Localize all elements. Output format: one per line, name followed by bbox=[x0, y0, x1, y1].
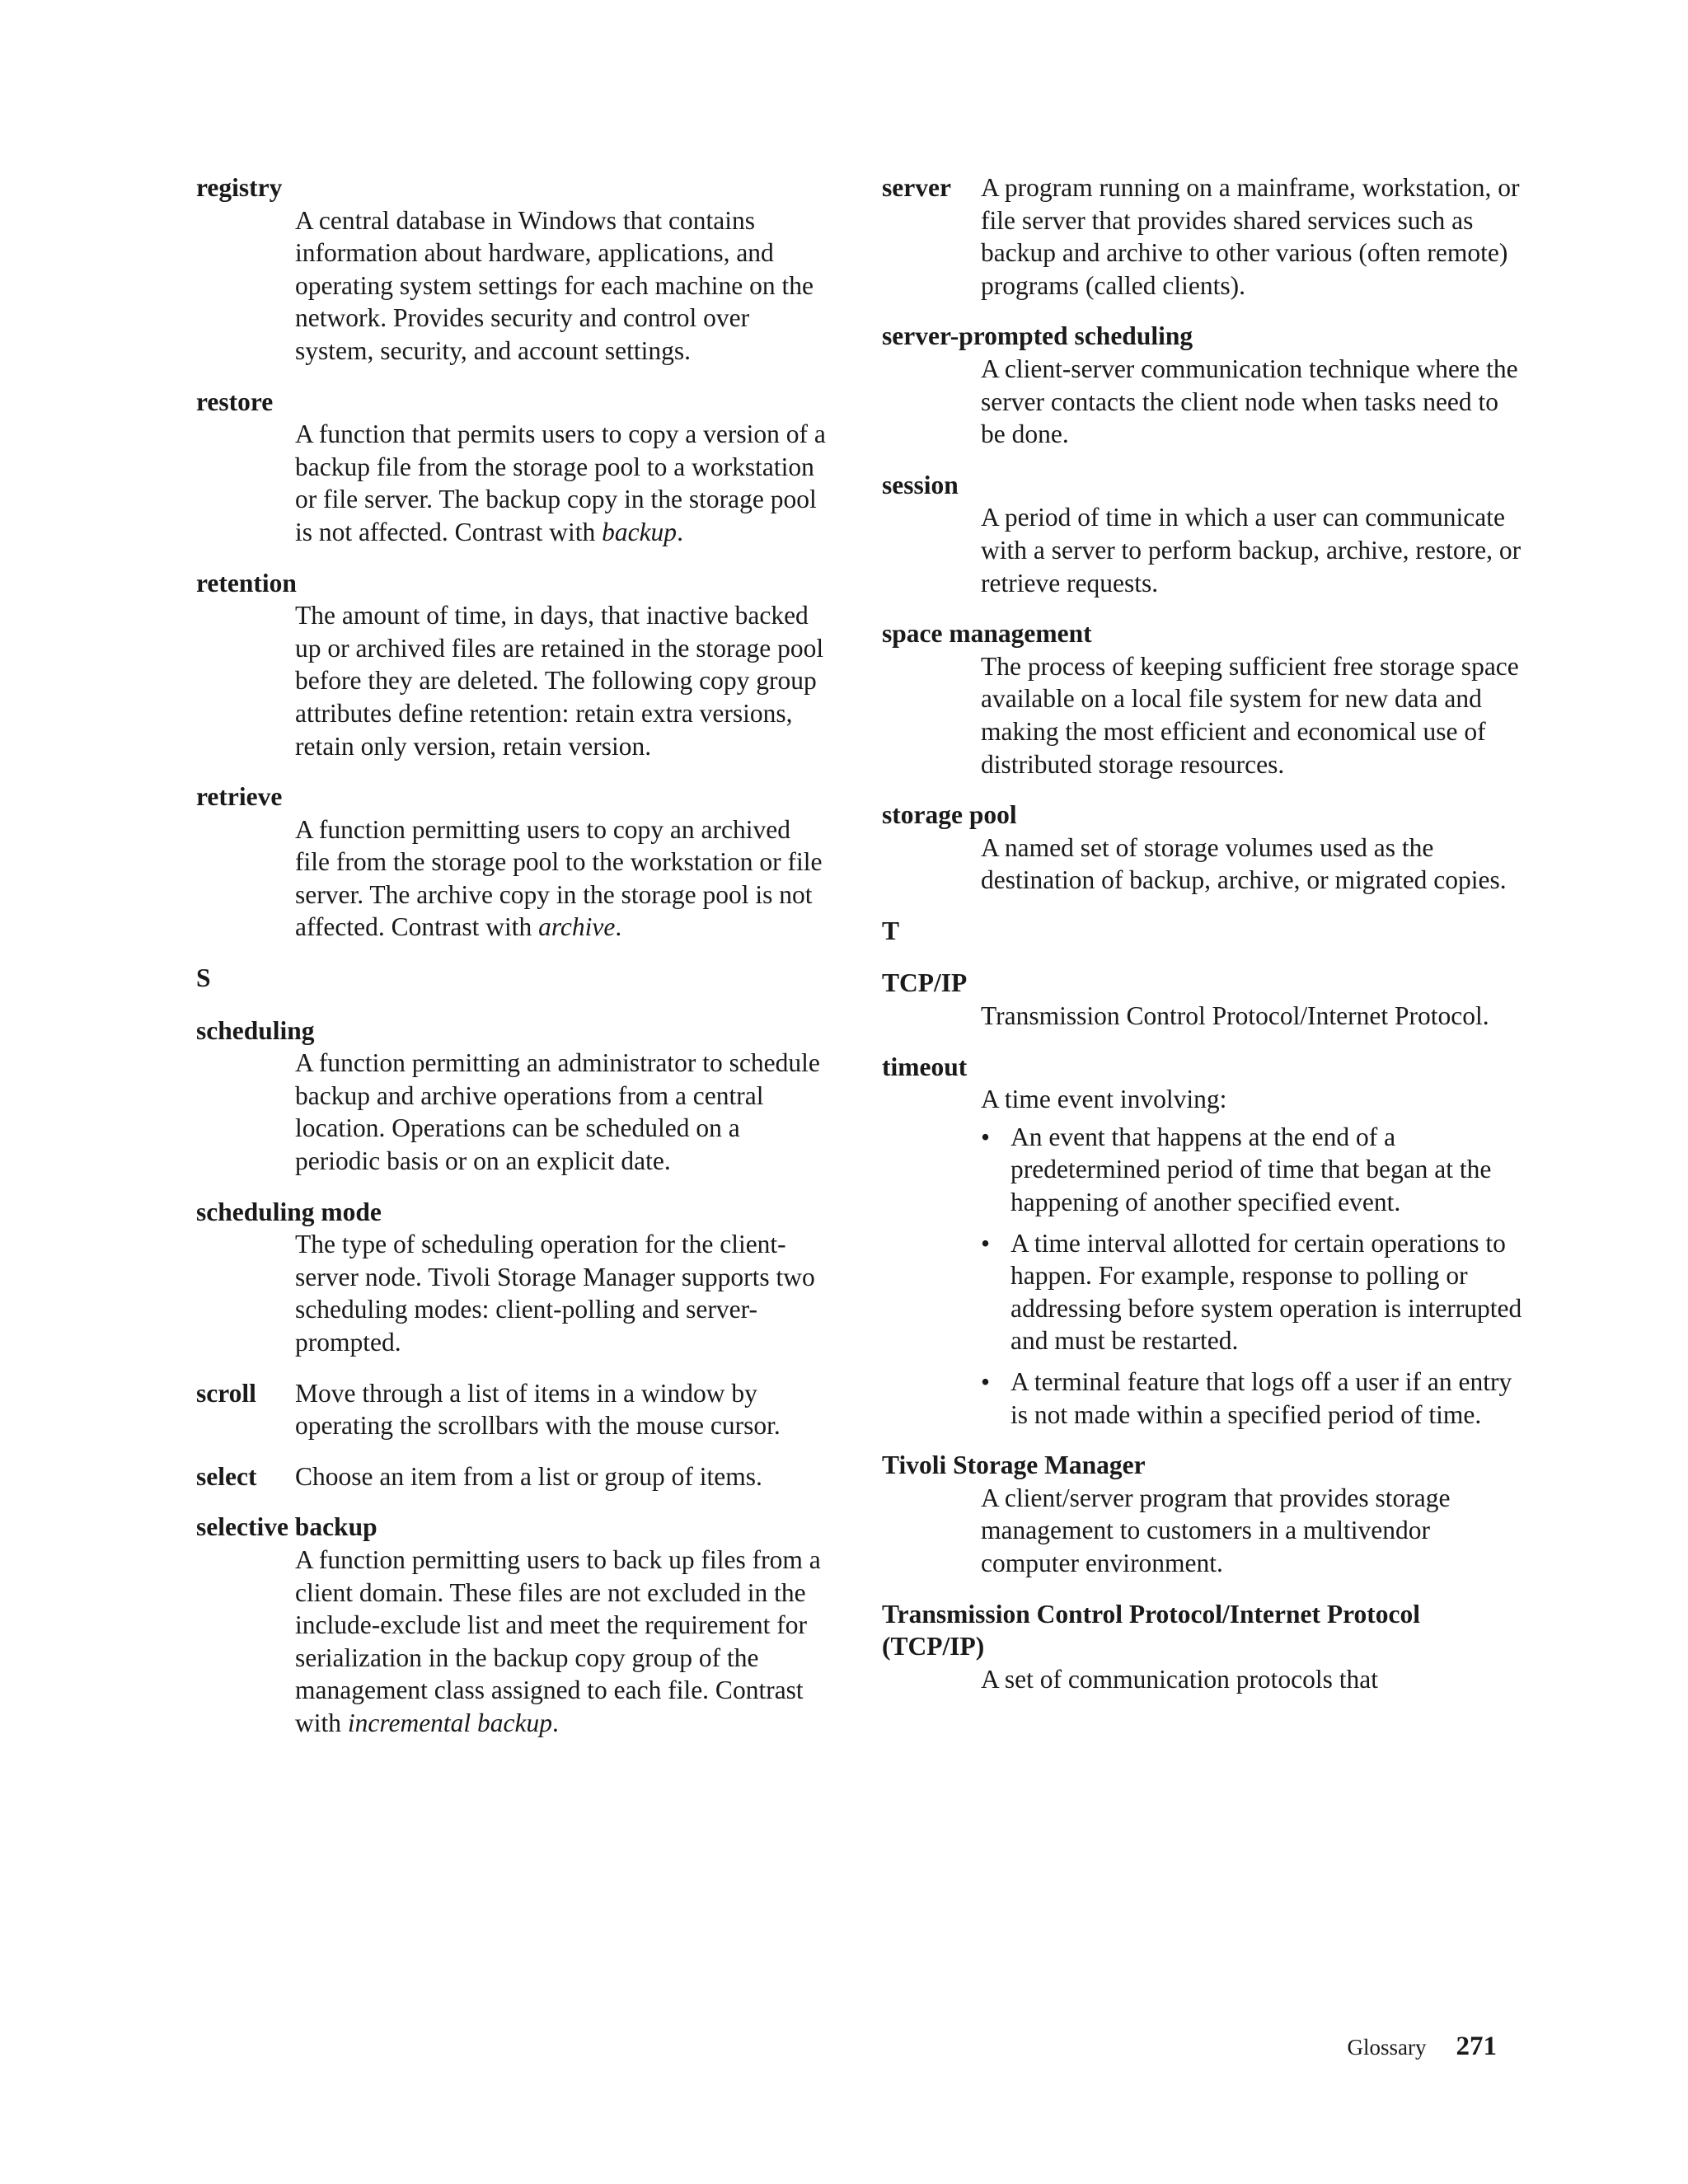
entry-select bbox=[196, 1460, 831, 1493]
term: server-prompted scheduling bbox=[882, 321, 1193, 351]
definition: A program running on a mainframe, workstation, or file server that provides shared services such as backup and archive to other various (often remote) programs (called clients). bbox=[981, 173, 1520, 300]
definition: A named set of storage volumes used as the destination of backup, archive, or migrated copies. bbox=[981, 832, 1507, 895]
entry-server-prompted-scheduling bbox=[882, 320, 1525, 450]
term: registry bbox=[196, 173, 283, 202]
definition bbox=[295, 418, 831, 548]
section-letter: T bbox=[882, 916, 900, 945]
term: server bbox=[882, 173, 951, 202]
definition-text: A time event involving: bbox=[981, 1085, 1227, 1114]
definition: The process of keeping sufficient free storage space available on a local file system for new data and making the most efficient and economical use of distributed storage resources. bbox=[981, 651, 1519, 779]
bullet-list bbox=[981, 1121, 1525, 1431]
entry-selective-backup bbox=[196, 1511, 831, 1739]
term: scroll bbox=[196, 1378, 256, 1408]
term: timeout bbox=[882, 1052, 968, 1081]
entry-tivoli-storage-manager bbox=[882, 1449, 1525, 1579]
term: scheduling mode bbox=[196, 1197, 382, 1226]
definition: The amount of time, in days, that inactive backed up or archived files are retained in the storage pool before they are deleted. The following copy group attributes define retention: retain extra versions, retain only version, retain version. bbox=[295, 601, 824, 761]
definition: A client-server communication technique where the server contacts the client node when tasks need to be done. bbox=[981, 354, 1518, 449]
term: Tivoli Storage Manager bbox=[882, 1451, 1146, 1480]
term: storage pool bbox=[882, 800, 1017, 830]
term: retention bbox=[196, 568, 297, 598]
definition: Move through a list of items in a window by operating the scrollbars with the mouse cursor. bbox=[295, 1378, 781, 1441]
glossary-right-column bbox=[882, 171, 1525, 1713]
entry-retention bbox=[196, 567, 831, 763]
definition-text: . bbox=[552, 1708, 559, 1737]
definition bbox=[295, 813, 831, 944]
footer-section-title: Glossary bbox=[1347, 2035, 1427, 2060]
term: retrieve bbox=[196, 782, 283, 812]
list-item: • An event that happens at the end of a predetermined period of time that began at the happening of another specified event. bbox=[981, 1121, 1525, 1219]
entry-storage-pool bbox=[882, 799, 1525, 897]
cross-reference: backup bbox=[602, 517, 678, 546]
entry-transmission-control-protocol bbox=[882, 1598, 1525, 1696]
definition-text: . bbox=[615, 912, 622, 942]
page-number: 271 bbox=[1456, 2032, 1497, 2061]
entry-session bbox=[882, 469, 1525, 599]
cross-reference: archive bbox=[538, 912, 616, 942]
cross-reference: incremental backup bbox=[347, 1708, 553, 1737]
term: restore bbox=[196, 387, 274, 416]
entry-timeout bbox=[882, 1051, 1525, 1432]
entry-scroll bbox=[196, 1377, 831, 1442]
definition: A central database in Windows that contains information about hardware, applications, and operating system settings for each machine on the network. Provides security and control over system, security, and account settings. bbox=[295, 205, 814, 365]
definition bbox=[295, 1544, 831, 1740]
definition: A set of communication protocols that bbox=[981, 1664, 1379, 1694]
definition bbox=[981, 1083, 1525, 1431]
glossary-left-column bbox=[196, 171, 831, 1758]
list-item: • A time interval allotted for certain operations to happen. For example, response to polling or addressing before system operation is interrupted and must be restarted. bbox=[981, 1227, 1525, 1357]
definition: Transmission Control Protocol/Internet Protocol. bbox=[981, 1001, 1489, 1031]
term: selective backup bbox=[196, 1512, 377, 1542]
entry-scheduling-mode bbox=[196, 1196, 831, 1359]
definition: The type of scheduling operation for the client-server node. Tivoli Storage Manager supports two scheduling modes: client-polling and server-prompted. bbox=[295, 1230, 815, 1357]
definition-text: . bbox=[677, 517, 683, 546]
page-footer bbox=[1348, 2032, 1498, 2062]
term: space management bbox=[882, 619, 1092, 649]
entry-space-management bbox=[882, 617, 1525, 780]
definition: A period of time in which a user can communicate with a server to perform backup, archive, restore, or retrieve requests. bbox=[981, 503, 1522, 598]
definition: A client/server program that provides storage management to customers in a multivendor computer environment. bbox=[981, 1483, 1451, 1577]
definition-text: A function that permits users to copy a version of a backup file from the storage pool to a workstation or file server. The backup copy in the storage pool is not affected. Contrast with bbox=[295, 419, 826, 546]
definition: A function permitting an administrator to schedule backup and archive operations from a central location. Operations can be scheduled on a periodic basis or on an explicit date. bbox=[295, 1048, 820, 1176]
entry-retrieve bbox=[196, 780, 831, 944]
term: TCP/IP bbox=[882, 968, 968, 998]
term: Transmission Control Protocol/Internet Protocol (TCP/IP) bbox=[882, 1599, 1420, 1661]
definition-text: A function permitting users to back up files from a client domain. These files are not excluded in the include-exclude list and meet the requirement for serialization in the backup copy group of the management class assigned to each file. Contrast with bbox=[295, 1544, 821, 1737]
entry-tcpip bbox=[882, 967, 1525, 1032]
term: scheduling bbox=[196, 1015, 315, 1045]
entry-scheduling bbox=[196, 1015, 831, 1178]
section-letter: S bbox=[196, 963, 211, 993]
term: select bbox=[196, 1461, 257, 1491]
definition: Choose an item from a list or group of items. bbox=[295, 1461, 762, 1491]
entry-registry bbox=[196, 171, 831, 368]
definition-text: A function permitting users to copy an archived file from the storage pool to the workstation or file server. The archive copy in the storage pool is not affected. Contrast with bbox=[295, 814, 823, 942]
entry-server bbox=[882, 171, 1525, 302]
term: session bbox=[882, 470, 959, 499]
list-item: • A terminal feature that logs off a user if an entry is not made within a specified period of time. bbox=[981, 1366, 1525, 1431]
entry-restore bbox=[196, 386, 831, 549]
